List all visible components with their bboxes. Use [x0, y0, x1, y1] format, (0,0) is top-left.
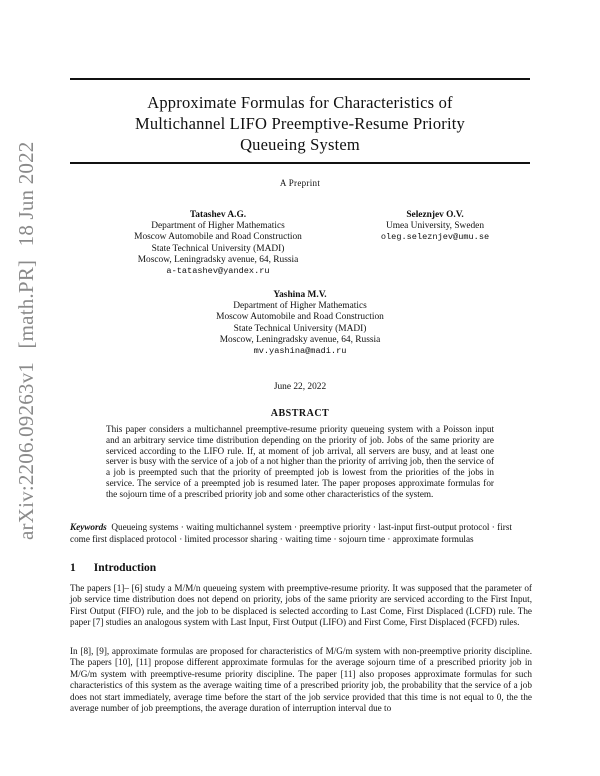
title-line-3: Queueing System	[240, 135, 360, 154]
intro-paragraph-2: In [8], [9], approximate formulas are proposed for characteristics of M/G/m system with non-preemptive priority discipline. The papers [10], [11] propose different approximate formulas for the average sojourn time of a prescribed priority job in M/G/m system with preemptive-resume priority discipline. The paper [11] also proposes approximate formulas for such characteristics of this system as the average waiting time of a prescribed priority job, the probability that the service of a job does not start immediately, average time before the start of the job service provided that this time is not equal to 0, the the average number of job preemptions, the average duration of interruption interval due to	[70, 646, 532, 714]
keywords-label: Keywords	[70, 522, 107, 532]
arxiv-id: arXiv:2206.09263v1	[14, 362, 38, 540]
section-number: 1	[70, 562, 76, 574]
arxiv-date: 18 Jun 2022	[14, 141, 38, 247]
author-affiliation: State Technical University (MADI)	[151, 243, 285, 254]
preprint-label: A Preprint	[279, 178, 321, 188]
author-block-tatashev	[118, 210, 318, 277]
author-name: Yashina M.V.	[273, 290, 327, 300]
author-email[interactable]: mv.yashina@madi.ru	[253, 346, 347, 357]
arxiv-watermark	[14, 134, 39, 541]
author-affiliation: Moscow, Leningradsky avenue, 64, Russia	[219, 334, 381, 345]
intro-paragraph-1: The papers [1]– [6] study a M/M/n queueing system with preemptive-resume priority. It was supposed that the parameter of job service time distribution does not depend on priority, jobs of the same priority are serviced according to the First Input, First Output (FIFO) rule, and the job to be displaced is selected according to Last Come, First Displaced (LCFD) rule. The paper [7] studies an analogous system with Last Input, First Output (LIFO) and First Come, First Displaced (FCFD) rules.	[70, 583, 532, 628]
author-affiliation: Moscow, Leningradsky avenue, 64, Russia	[137, 254, 299, 265]
author-email[interactable]: a-tatashev@yandex.ru	[166, 266, 270, 277]
arxiv-category: [math.PR]	[14, 259, 38, 349]
keywords	[70, 522, 532, 545]
author-affiliation: Umea University, Sweden	[385, 221, 485, 232]
author-affiliation: Moscow Automobile and Road Construction	[134, 232, 302, 243]
author-name: Seleznjev O.V.	[406, 210, 464, 220]
paper-title	[70, 92, 530, 155]
abstract-heading: ABSTRACT	[270, 408, 330, 419]
title-top-rule	[70, 78, 530, 80]
title-line-1: Approximate Formulas for Characteristics of	[147, 93, 453, 112]
title-bottom-rule	[70, 162, 530, 164]
paper-date: June 22, 2022	[273, 382, 327, 392]
section-heading	[70, 562, 156, 574]
title-line-2: Multichannel LIFO Preemptive-Resume Priority	[134, 114, 466, 133]
author-affiliation: Department of Higher Mathematics	[233, 301, 367, 312]
author-block-yashina	[200, 290, 400, 357]
keywords-text: Queueing systems · waiting multichannel system · preemptive priority · last-input first-output protocol · first come first displaced protocol · limited processor sharing · waiting time · sojourn time · approximate formulas	[70, 522, 512, 544]
abstract-text: This paper considers a multichannel preemptive-resume priority queueing system with a Poisson input and an arbitrary service time distribution depending on the priority of job. Jobs of the same priority are serviced according to the LIFO rule. If, at moment of job arrival, all servers are busy, and at least one server is busy with the service of a job of a not higher than the priority of arriving job, then the service of a job is preempted such that the priority of preempted job is lowest from the priorities of the jobs in service. The service of a preempted job is resumed later. The paper proposes approximate formulas for the sojourn time of a prescribed priority job and some other characteristics of the system.	[106, 424, 494, 499]
author-affiliation: State Technical University (MADI)	[233, 323, 367, 334]
author-block-seleznjev	[360, 210, 510, 244]
author-affiliation: Moscow Automobile and Road Construction	[216, 312, 384, 323]
author-name: Tatashev A.G.	[189, 210, 247, 220]
section-title: Introduction	[93, 562, 157, 574]
author-email[interactable]: oleg.seleznjev@umu.se	[380, 232, 490, 243]
author-affiliation: Department of Higher Mathematics	[151, 221, 285, 232]
